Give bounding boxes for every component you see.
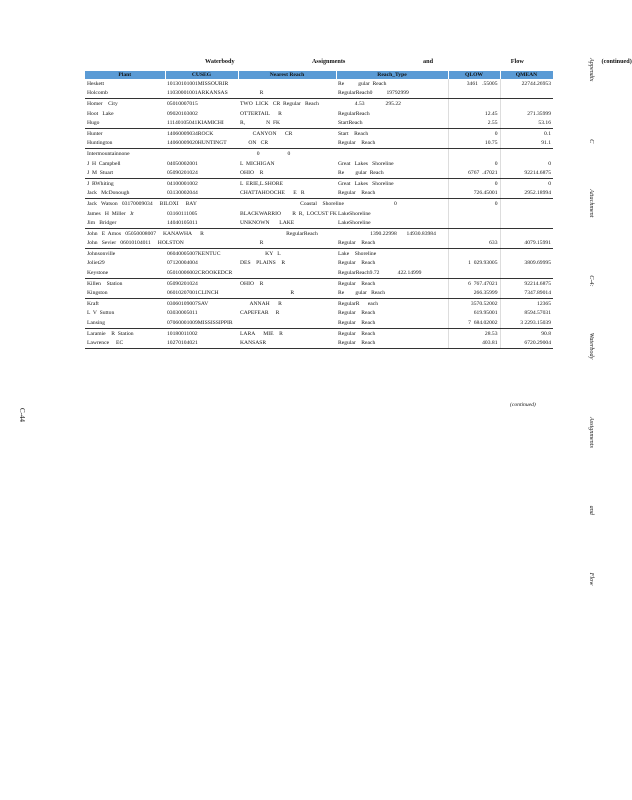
cell-type: RegularReach <box>338 110 370 117</box>
cell-cuseg: 10130101001MISSOURIR <box>167 80 229 87</box>
cell-reach: OHIO R <box>240 280 264 287</box>
table-row <box>85 309 553 319</box>
cell-type: Regular Reach <box>338 310 376 317</box>
cell-qlow: 0 <box>448 159 500 169</box>
cell-plant: John E Amos 05050008007 KANAWHA R <box>87 230 204 237</box>
cell-plant: Jack Watson 03170009034 BILOXI BAY <box>87 200 197 207</box>
cell-qlow: 6767 .47021 <box>448 168 500 178</box>
cell-qmean: 3809.69995 <box>500 259 553 269</box>
cell-type: Re gular Reach <box>336 168 448 178</box>
cell-type: Great Lakes Shoreline <box>338 160 394 167</box>
cell-qlow <box>448 89 500 99</box>
cell-cuseg: 03130002044 <box>165 189 238 199</box>
cell-qlow: 6 767.47021 <box>448 278 500 288</box>
cell-qlow: 2.55 <box>448 118 500 128</box>
cell-qlow <box>448 149 500 159</box>
cell-reach <box>238 268 336 278</box>
table-row <box>85 168 553 178</box>
cell-type: RegularReach9.72 422.14999 <box>336 268 448 278</box>
cell-type: Great Lakes Shoreline <box>338 180 394 187</box>
table-row <box>85 249 553 259</box>
cell-qlow <box>448 228 500 238</box>
cell-cuseg: 04050002001 <box>167 160 198 167</box>
table-row <box>85 228 553 238</box>
cell-qmean <box>500 89 553 99</box>
cell-cuseg: 04100001002 <box>167 180 198 187</box>
table-row <box>85 89 553 99</box>
cell-type: LakeShoreline <box>338 210 371 217</box>
cell-reach <box>238 79 336 89</box>
cell-type: 1390.22998 14930.83984 <box>338 230 436 237</box>
cell-plant: Kingston <box>85 288 165 298</box>
cell-cuseg: 06040005007KENTUC <box>167 250 221 257</box>
cell-plant: Laramie R Station <box>87 330 134 337</box>
table-row <box>85 118 553 128</box>
cell-type: Regular Reach <box>338 260 376 267</box>
cell-qmean <box>500 228 553 238</box>
cell-reach: DES PLAINS R <box>240 260 286 267</box>
table-header-row <box>85 71 553 79</box>
cell-qlow <box>448 99 500 109</box>
cell-type: 4.53 295.22 <box>338 100 401 107</box>
cell-qlow: 7 684.02002 <box>448 318 500 328</box>
cell-qmean: 4079.15991 <box>500 239 553 249</box>
column-header-plant: Plant <box>85 71 165 79</box>
cell-plant: John Sevier 06010104011 HOLSTON <box>85 239 165 249</box>
cell-type: StartReach <box>336 118 448 128</box>
column-header-reach-type: Reach_Type <box>336 71 448 79</box>
cell-cuseg: 10180011002 <box>167 330 198 337</box>
cell-cuseg: 03030005011 <box>167 310 198 317</box>
cell-qlow: 0 <box>448 128 500 138</box>
cell-plant: Huntington <box>85 139 165 149</box>
cell-plant: L V Sutton <box>87 310 115 317</box>
cell-type: Re gular Reach <box>338 80 387 87</box>
cell-qlow: 28.53 <box>448 328 500 338</box>
cell-qmean: 12365 <box>500 299 553 309</box>
table-row <box>85 128 553 138</box>
table-row <box>85 239 553 249</box>
cell-qlow: 1 029.93005 <box>448 259 500 269</box>
cell-cuseg: 07120004004 <box>167 260 198 267</box>
column-header-qmean: QMEAN <box>500 71 553 79</box>
page-number <box>16 408 28 438</box>
page-number-text: C-44 <box>18 408 26 422</box>
cell-qmean <box>500 218 553 228</box>
cell-reach: Coastal Shoreline <box>240 200 344 207</box>
cell-plant: Lansing <box>85 318 165 328</box>
cell-reach: UNKNOWN LAKE <box>238 218 336 228</box>
cell-qmean: 0 <box>500 159 553 169</box>
cell-plant: J M Stuart <box>85 168 165 178</box>
table-row <box>85 139 553 149</box>
cell-reach: LARA MIE R <box>240 330 283 337</box>
cell-type: Regular Reach <box>336 189 448 199</box>
cell-type: Start Reach <box>338 130 369 137</box>
table-row <box>85 288 553 298</box>
cell-plant: J RWhiting <box>87 180 114 187</box>
cell-qlow <box>448 249 500 259</box>
cell-qlow: 0 <box>448 178 500 188</box>
cell-plant: Hunter <box>87 130 103 137</box>
cell-qmean: 92214.6875 <box>500 278 553 288</box>
table-row <box>85 99 553 109</box>
cell-type: Re gular Reach <box>336 288 448 298</box>
cell-qmean: 6720.29004 <box>500 338 553 348</box>
cell-reach <box>238 318 336 328</box>
cell-cuseg: 05010006002CROOKEDCR <box>165 268 238 278</box>
table-row <box>85 79 553 89</box>
cell-reach: KANSASR <box>238 338 336 348</box>
cell-type: Regular Reach <box>336 318 448 328</box>
cell-cuseg: 07060001009MISSISSIPPIR <box>165 318 238 328</box>
cell-cuseg: 05090201024 <box>165 168 238 178</box>
cell-reach: KY L <box>240 250 281 257</box>
cell-plant: Kraft <box>87 300 99 307</box>
cell-qlow: 266.35999 <box>448 288 500 298</box>
cell-type: 0 <box>338 200 397 207</box>
cell-qmean <box>500 209 553 219</box>
table-row <box>85 178 553 188</box>
cell-qmean: 53.16 <box>500 118 553 128</box>
cell-plant: Homer City <box>87 100 118 107</box>
cell-cuseg <box>165 149 238 159</box>
cell-cuseg: 14060009020HUNTINGT <box>165 139 238 149</box>
page-title: Waterbody Assignments and Flow (continued) <box>205 58 632 65</box>
cell-type: Regular Reach <box>336 139 448 149</box>
cell-plant: Jack McDonough <box>85 189 165 199</box>
cell-reach: CAPEFEAR R <box>240 310 280 317</box>
cell-plant: Intermountainnone <box>87 150 130 157</box>
table-row <box>85 318 553 328</box>
cell-qmean: 90.8 <box>500 328 553 338</box>
cell-cuseg: 05090201024 <box>167 280 198 287</box>
cell-cuseg: 03060109007SAV <box>167 300 209 307</box>
table-row <box>85 299 553 309</box>
cell-qmean <box>500 249 553 259</box>
cell-type: Regular Reach <box>338 280 376 287</box>
table-row <box>85 268 553 278</box>
cell-qlow: 726.45001 <box>448 189 500 199</box>
cell-reach: OHIO R <box>238 168 336 178</box>
cell-qlow: 403.81 <box>448 338 500 348</box>
cell-qlow: 633 <box>448 239 500 249</box>
cell-plant: Killen Station <box>87 280 123 287</box>
table-row <box>85 159 553 169</box>
cell-plant: Jim Bridger <box>85 218 165 228</box>
column-header-cuseg: CUSEG <box>165 71 238 79</box>
cell-plant: James H Miller Jr <box>87 210 134 217</box>
cell-qlow: 619.95001 <box>448 309 500 319</box>
cell-qmean <box>500 199 553 209</box>
column-header-qlow: QLOW <box>448 71 500 79</box>
cell-qlow <box>448 209 500 219</box>
cell-cuseg: 06010207001CLINCH <box>165 288 238 298</box>
cell-qmean: 3 2293.15039 <box>500 318 553 328</box>
table-row <box>85 328 553 338</box>
table-row <box>85 278 553 288</box>
cell-qlow: 3461 .55005 <box>448 79 500 89</box>
cell-reach: R <box>238 89 336 99</box>
cell-reach: TWO LICK CR Regular Reach <box>240 100 319 107</box>
cell-qmean: 2952.18994 <box>500 189 553 199</box>
cell-reach: ANNAH R <box>240 300 282 307</box>
cell-reach: OTTERTAIL R <box>240 110 282 117</box>
cell-qmean: 0.1 <box>500 128 553 138</box>
cell-qmean: 7347.89014 <box>500 288 553 298</box>
cell-type: Regular Reach <box>336 338 448 348</box>
cell-type: Lake Shoreline <box>338 250 377 257</box>
cell-qmean: 91.1 <box>500 139 553 149</box>
cell-qmean: 22744.26953 <box>500 79 553 89</box>
cell-qmean: 92214.6875 <box>500 168 553 178</box>
cell-qlow <box>448 268 500 278</box>
cell-plant: Johnsonville <box>87 250 116 257</box>
cell-cuseg: 11140105041KIAMICHI <box>165 118 238 128</box>
cell-cuseg: 14060009034ROCK <box>167 130 214 137</box>
continued-note: (continued) <box>510 402 536 408</box>
table-body <box>85 79 553 349</box>
table-row <box>85 259 553 269</box>
cell-type <box>336 149 448 159</box>
cell-reach: R <box>238 288 336 298</box>
cell-cuseg: 05010007015 <box>167 100 198 107</box>
cell-plant: Holcomb <box>85 89 165 99</box>
cell-qmean <box>500 99 553 109</box>
cell-qmean: 271.35999 <box>500 109 553 119</box>
table-row <box>85 109 553 119</box>
cell-reach: L MICHIGAN <box>240 160 275 167</box>
cell-cuseg: 11030001001ARKANSAS <box>165 89 238 99</box>
cell-type: LakeShoreline <box>336 218 448 228</box>
cell-reach: R, N FK <box>238 118 336 128</box>
cell-plant: Heskett <box>87 80 105 87</box>
cell-plant: Joliet29 <box>87 260 105 267</box>
cell-qlow <box>448 218 500 228</box>
cell-type: Regular Reach <box>338 330 376 337</box>
cell-reach: BLACKWARRIO R R, LOCUST FK <box>240 210 337 217</box>
cell-qlow: 0 <box>448 199 500 209</box>
cell-plant: J H Campbell <box>87 160 121 167</box>
cell-reach: RegularReach <box>240 230 318 237</box>
cell-type: RegularR each <box>338 300 379 307</box>
cell-qlow: 10.75 <box>448 139 500 149</box>
cell-qlow: 12.45 <box>448 109 500 119</box>
cell-cuseg: 09020103002 <box>167 110 198 117</box>
table-row <box>85 209 553 219</box>
cell-reach: R <box>238 239 336 249</box>
cell-plant: Keystone <box>85 268 165 278</box>
table-row <box>85 189 553 199</box>
cell-cuseg: 14040105011 <box>165 218 238 228</box>
side-running-header-text: Appendix C Attachment C-4: Waterbody Assignments and Flow <box>588 58 595 586</box>
cell-plant: Hoot Lake <box>87 110 114 117</box>
column-header-nearest-reach: Nearest Reach <box>238 71 336 79</box>
table-row <box>85 338 553 348</box>
cell-qmean <box>500 268 553 278</box>
cell-qlow: 3570.52002 <box>448 299 500 309</box>
cell-reach: 0 0 <box>240 150 291 157</box>
cell-plant: Lawrence EC <box>85 338 165 348</box>
cell-type: RegularReach0 19792999 <box>336 89 448 99</box>
cell-type: Regular Reach <box>336 239 448 249</box>
cell-reach: ON CR <box>238 139 336 149</box>
side-running-header <box>583 58 599 586</box>
table-row <box>85 149 553 159</box>
cell-cuseg: 10270104021 <box>165 338 238 348</box>
table-row <box>85 218 553 228</box>
cell-qmean: 8594.57031 <box>500 309 553 319</box>
cell-reach: CANYON CR <box>240 130 293 137</box>
cell-reach: CHATTAHOOCHE E R <box>238 189 336 199</box>
cell-reach: L ERIE,L.SHORE <box>240 180 283 187</box>
cell-qmean <box>500 149 553 159</box>
cell-cuseg: 03160111005 <box>167 210 198 217</box>
table-row <box>85 199 553 209</box>
waterbody-table <box>85 71 554 349</box>
cell-qmean: 0 <box>500 178 553 188</box>
cell-plant: Hugo <box>85 118 165 128</box>
